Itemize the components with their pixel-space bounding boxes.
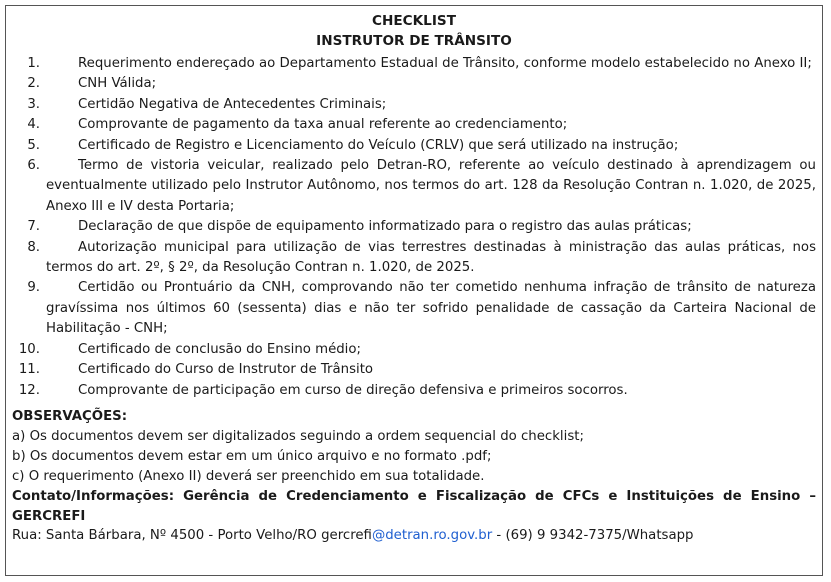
list-item [6, 381, 822, 401]
item-number: 1. [27, 56, 40, 71]
item-text: Certidão Negativa de Antecedentes Criminais; [78, 96, 387, 112]
list-item [6, 340, 822, 360]
item-number: 3. [27, 96, 40, 112]
list-item [6, 217, 822, 237]
item-text: Certificado do Curso de Instrutor de Trânsito [78, 362, 374, 378]
item-number: 5. [27, 137, 40, 153]
list-item [6, 95, 822, 115]
item-text: Certidão ou Prontuário da CNH, comprovando não ter cometido nenhuma infração de trânsito de natureza gravíssima nos últimos 60 (sessenta) dias e não ter sofrido penalidade de cassação da Carteira Nacional de Habilitação - CNH; [46, 280, 816, 337]
observation-line: a) Os documentos devem ser digitalizados seguindo a ordem sequencial do checklist; [12, 428, 584, 444]
list-item [6, 156, 822, 217]
list-item [6, 74, 822, 94]
item-number: 9. [27, 280, 40, 296]
observations-section [6, 407, 822, 487]
item-text: CNH Válida; [78, 76, 157, 92]
item-text: Comprovante de pagamento da taxa anual referente ao credenciamento; [78, 117, 568, 133]
item-number: 6. [27, 158, 40, 174]
contact-info: Contato/Informações: Gerência de Credenciamento e Fiscalização de CFCs e Instituições de Ensino – GERCREFI [12, 488, 816, 524]
address-line [6, 526, 822, 546]
item-number: 2. [27, 76, 40, 92]
list-item [6, 115, 822, 135]
address-text: Rua: Santa Bárbara, Nº 4500 - Porto Velho/RO gercrefi [12, 528, 372, 544]
observation-line: c) O requerimento (Anexo II) deverá ser preenchido em sua totalidade. [12, 468, 485, 484]
item-number: 4. [27, 117, 40, 133]
item-number: 12. [18, 382, 40, 398]
requirements-list [6, 54, 822, 401]
item-text: Autorização municipal para utilização de vias terrestres destinadas à ministração das aulas práticas, nos termos do art. 2º, § 2º, da Resolução Contran n. 1.020, de 2025. [46, 239, 816, 276]
item-number: 10. [18, 341, 40, 357]
list-item [6, 54, 822, 74]
list-item [6, 278, 822, 339]
item-text: Certificado de conclusão do Ensino médio; [78, 341, 361, 357]
item-text: Comprovante de participação em curso de direção defensiva e primeiros socorros. [78, 382, 628, 398]
item-number: 11. [18, 362, 40, 378]
document-subtitle: INSTRUTOR DE TRÂNSITO [316, 33, 512, 49]
observation-line: b) Os documentos devem estar em um único arquivo e no formato .pdf; [12, 448, 492, 464]
item-text: Requerimento endereçado ao Departamento Estadual de Trânsito, conforme modelo estabelecido no Anexo II; [78, 56, 812, 71]
email-link[interactable]: @detran.ro.gov.br [371, 528, 493, 544]
list-item [6, 238, 822, 279]
checklist-document [5, 5, 823, 576]
item-text: Termo de vistoria veicular, realizado pelo Detran-RO, referente ao veículo destinado à aprendizagem ou eventualmente utilizado pelo Instrutor Autônomo, nos termos do art. 128 da Resolução Contran n. 1.020, de 2025, Anexo III e IV desta Portaria; [46, 158, 816, 214]
item-text: Certificado de Registro e Licenciamento do Veículo (CRLV) que será utilizado na instrução; [78, 137, 679, 153]
item-text: Declaração de que dispõe de equipamento informatizado para o registro das aulas práticas; [78, 219, 692, 235]
list-item [6, 136, 822, 156]
item-number: 7. [27, 219, 40, 235]
phone-text: - (69) 9 9342-7375/Whatsapp [492, 528, 694, 544]
document-title: CHECKLIST [372, 13, 456, 29]
observations-title: OBSERVAÇÕES: [12, 408, 128, 424]
item-number: 8. [27, 239, 40, 255]
list-item [6, 360, 822, 380]
